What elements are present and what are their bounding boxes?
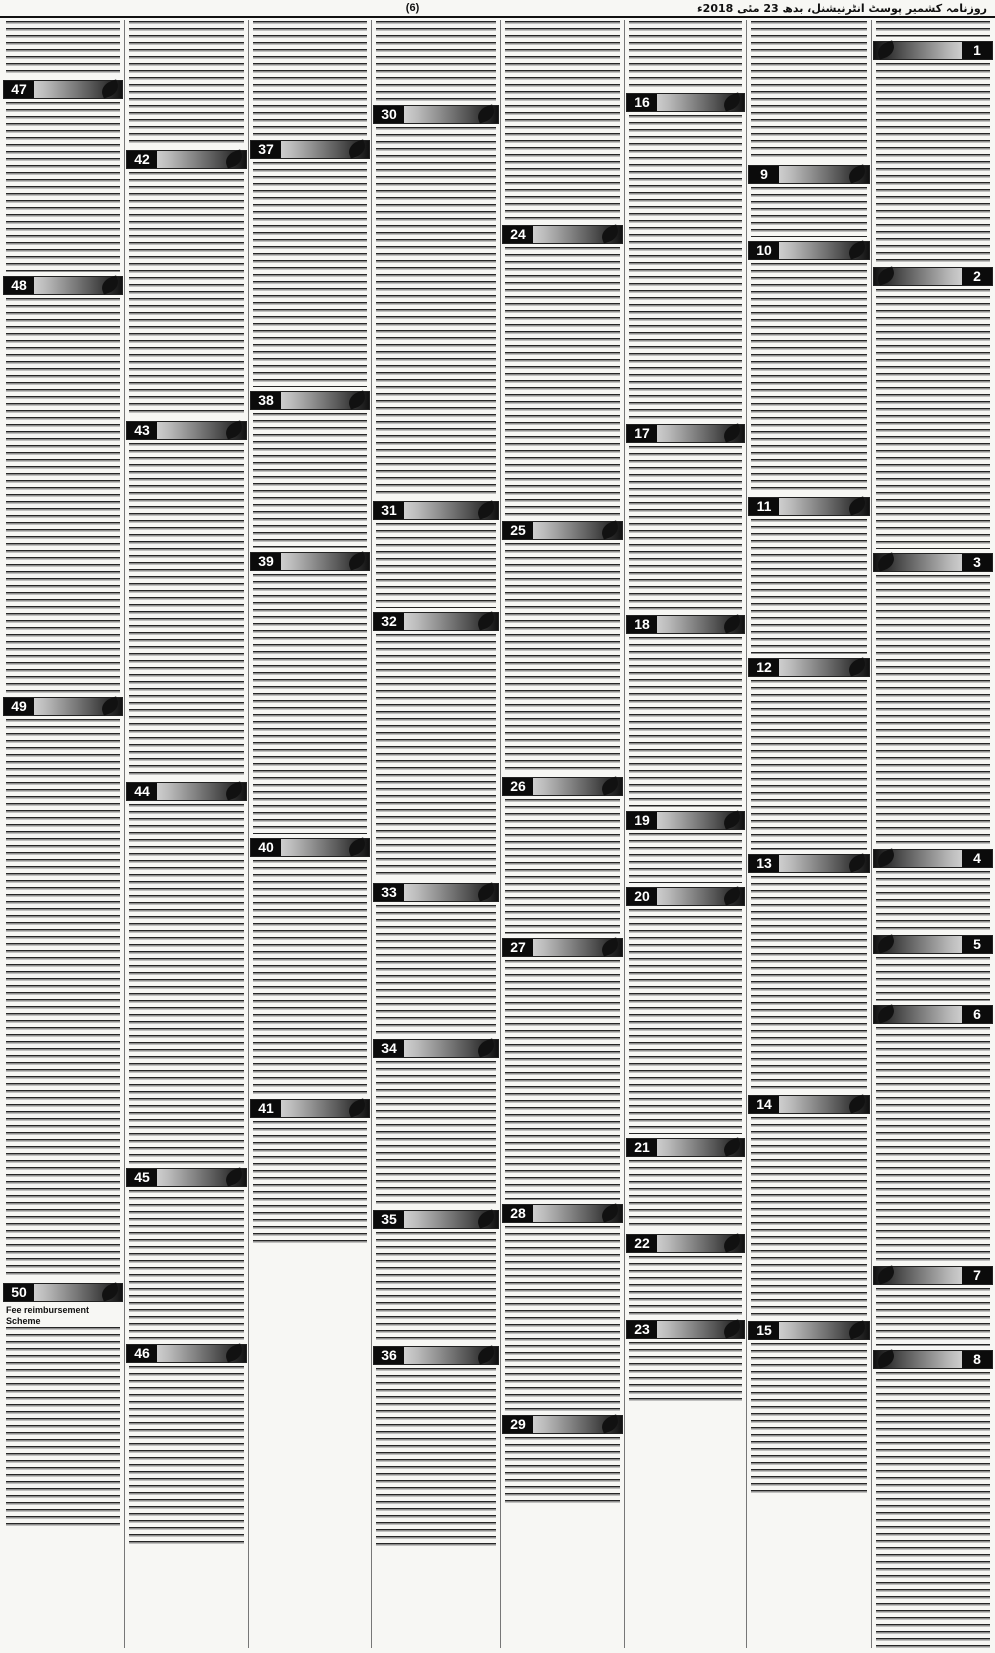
news-item-38 [250,391,370,548]
leaf-icon [223,420,245,439]
item-text-block [129,1190,244,1340]
item-number-badge [250,1099,370,1118]
column-divider [746,20,747,1648]
leaf-icon [99,275,121,294]
item-text-block [376,905,496,1035]
leaf-icon [475,611,497,630]
leaf-icon [846,1094,868,1113]
leaf-icon [875,1004,897,1023]
leaf-icon [846,657,868,676]
item-number: 46 [127,1345,157,1362]
item-text-block [376,1061,496,1206]
leaf-icon [875,1265,897,1284]
news-item-49 [3,697,123,1279]
item-text-block [751,187,867,237]
item-text-block [751,1343,867,1493]
news-item-43 [126,421,247,778]
news-item-30 [373,105,499,497]
item-text-block [629,1160,742,1230]
news-item-20 [626,887,745,1134]
item-number: 36 [374,1347,404,1364]
leaf-icon [346,551,368,570]
item-text-block [876,63,990,263]
leaf-icon [599,520,621,539]
column-2 [748,20,870,1648]
item-number: 1 [962,42,992,59]
item-number-badge [873,553,993,572]
item-number-badge [626,1234,745,1253]
item-number: 38 [251,392,281,409]
item-number: 27 [503,939,533,956]
news-item-continued [873,20,993,37]
leaf-icon [475,1345,497,1364]
item-number: 47 [4,81,34,98]
leaf-icon [846,496,868,515]
leaf-icon [721,1233,743,1252]
news-item-34 [373,1039,499,1206]
item-text-block [376,634,496,879]
news-item-24 [502,225,623,517]
item-number-badge [748,497,870,516]
leaf-icon [599,1414,621,1433]
leaf-icon [223,149,245,168]
item-text-block [6,20,120,76]
leaf-icon [875,40,897,59]
news-item-29 [502,1415,623,1507]
item-number: 23 [627,1321,657,1338]
item-number-badge [626,615,745,634]
item-text-block [129,172,244,417]
news-item-36 [373,1346,499,1548]
leaf-icon [721,1319,743,1338]
leaf-icon [846,853,868,872]
news-item-1 [873,41,993,263]
column-4 [502,20,623,1648]
column-6 [250,20,370,1648]
item-number-badge [126,1168,247,1187]
item-number: 37 [251,141,281,158]
news-item-11 [748,497,870,654]
item-text-block [253,20,367,136]
item-number-badge [373,612,499,631]
leaf-icon [346,139,368,158]
item-number: 30 [374,106,404,123]
item-number-badge [502,938,623,957]
item-text-block [505,20,620,221]
leaf-icon [475,882,497,901]
item-number-badge [3,697,123,716]
item-number-badge [873,935,993,954]
fee-reimbursement-note: Fee reimbursement Scheme [6,1305,120,1327]
news-item-7 [873,1266,993,1346]
news-item-continued [502,20,623,221]
item-number: 9 [749,166,779,183]
news-item-3 [873,553,993,845]
leaf-icon [721,92,743,111]
item-text-block [505,247,620,517]
news-item-5 [873,935,993,1001]
item-text-block [876,871,990,931]
leaf-icon [475,1038,497,1057]
item-number-badge [626,811,745,830]
news-item-continued [250,20,370,136]
news-item-42 [126,150,247,417]
item-number: 18 [627,616,657,633]
news-item-44 [126,782,247,1164]
item-text-block [876,957,990,1001]
item-number: 35 [374,1211,404,1228]
page-number: (6) [405,2,420,14]
leaf-icon [475,500,497,519]
item-number-badge [502,225,623,244]
leaf-icon [346,1098,368,1117]
leaf-icon [846,240,868,259]
leaf-icon [346,390,368,409]
item-text-block [629,1342,742,1402]
item-text-block [376,1232,496,1342]
item-number: 26 [503,778,533,795]
item-number-badge [126,421,247,440]
leaf-icon [223,781,245,800]
item-number: 45 [127,1169,157,1186]
item-number-badge [3,1283,123,1302]
news-item-10 [748,241,870,493]
news-item-13 [748,854,870,1091]
item-number: 33 [374,884,404,901]
item-number-badge [126,1344,247,1363]
item-number-badge [126,782,247,801]
leaf-icon [99,79,121,98]
column-divider [248,20,249,1648]
leaf-icon [599,224,621,243]
news-item-28 [502,1204,623,1411]
item-text-block [751,20,867,161]
news-item-26 [502,777,623,934]
item-number-badge [626,887,745,906]
news-item-continued [3,20,123,76]
item-text-block [129,1366,244,1546]
item-text-block [505,543,620,773]
leaf-icon [875,266,897,285]
item-number: 4 [962,850,992,867]
item-text-block [376,127,496,497]
news-item-35 [373,1210,499,1342]
item-number-badge [873,1266,993,1285]
item-text-block [876,575,990,845]
item-number-badge [502,777,623,796]
item-number: 20 [627,888,657,905]
item-number-badge [873,1350,993,1369]
item-number-badge [250,140,370,159]
news-item-33 [373,883,499,1035]
item-text-block [505,960,620,1200]
item-text-block [751,876,867,1091]
news-item-continued [126,20,247,146]
item-number-badge [626,424,745,443]
item-text-block [751,1117,867,1317]
leaf-icon [875,934,897,953]
item-number-badge [250,838,370,857]
column-7 [126,20,247,1648]
news-item-4 [873,849,993,931]
item-text-block [6,1327,120,1527]
news-item-31 [373,501,499,608]
item-text-block [629,446,742,611]
news-item-17 [626,424,745,611]
item-number-badge [373,1210,499,1229]
leaf-icon [721,810,743,829]
item-text-block [129,443,244,778]
news-item-45 [126,1168,247,1340]
item-text-block [876,1288,990,1346]
item-number: 13 [749,855,779,872]
item-number-badge [748,1095,870,1114]
item-number-badge [502,1415,623,1434]
item-number-badge [626,1320,745,1339]
item-text-block [629,833,742,883]
item-number: 6 [962,1006,992,1023]
item-number: 21 [627,1139,657,1156]
item-text-block [376,523,496,608]
item-number: 10 [749,242,779,259]
item-number: 22 [627,1235,657,1252]
leaf-icon [875,552,897,571]
item-number-badge [502,1204,623,1223]
item-number-badge [373,105,499,124]
item-text-block [751,263,867,493]
item-number-badge [373,883,499,902]
leaf-icon [99,1282,121,1301]
news-item-21 [626,1138,745,1230]
item-number: 41 [251,1100,281,1117]
item-text-block [876,289,990,549]
news-item-46 [126,1344,247,1546]
item-text-block [253,860,367,1095]
item-number: 11 [749,498,779,515]
item-number-badge [373,501,499,520]
leaf-icon [721,423,743,442]
news-item-12 [748,658,870,850]
item-number-badge [502,521,623,540]
item-number-badge [3,276,123,295]
column-divider [124,20,125,1648]
item-text-block [876,1372,990,1648]
item-number: 43 [127,422,157,439]
item-number: 5 [962,936,992,953]
news-item-14 [748,1095,870,1317]
item-text-block [505,1226,620,1411]
item-text-block [376,20,496,101]
column-divider [371,20,372,1648]
item-number: 48 [4,277,34,294]
item-number-badge [250,552,370,571]
column-5 [373,20,499,1648]
news-item-18 [626,615,745,807]
item-number-badge [626,93,745,112]
item-number-badge [748,854,870,873]
item-text-block [376,1368,496,1548]
item-number: 49 [4,698,34,715]
leaf-icon [599,776,621,795]
masthead-date: روزنامہ کشمیر پوسٹ انٹرنیشنل، بدھ 23 مئی 2018ء [697,1,987,15]
item-number-badge [748,165,870,184]
news-item-40 [250,838,370,1095]
column-3 [626,20,745,1648]
leaf-icon [223,1343,245,1362]
item-number: 28 [503,1205,533,1222]
item-text-block [253,1121,367,1246]
item-number: 12 [749,659,779,676]
column-divider [871,20,872,1648]
item-text-block [629,637,742,807]
news-item-23 [626,1320,745,1402]
leaf-icon [599,1203,621,1222]
item-number: 39 [251,553,281,570]
news-item-39 [250,552,370,834]
leaf-icon [875,848,897,867]
news-item-50 [3,1283,123,1527]
item-text-block [629,20,742,89]
leaf-icon [846,164,868,183]
item-number: 25 [503,522,533,539]
item-text-block [253,574,367,834]
item-number-badge [748,658,870,677]
item-number: 17 [627,425,657,442]
column-divider [624,20,625,1648]
news-item-47 [3,80,123,272]
leaf-icon [223,1167,245,1186]
column-8 [3,20,123,1648]
item-text-block [253,162,367,387]
news-item-9 [748,165,870,237]
item-text-block [6,719,120,1279]
item-number: 15 [749,1322,779,1339]
leaf-icon [721,1137,743,1156]
item-text-block [505,799,620,934]
item-text-block [129,20,244,146]
news-item-15 [748,1321,870,1493]
item-number: 44 [127,783,157,800]
leaf-icon [599,937,621,956]
item-text-block [629,909,742,1134]
news-item-48 [3,276,123,693]
item-text-block [6,102,120,272]
news-item-continued [373,20,499,101]
leaf-icon [721,886,743,905]
item-number: 8 [962,1351,992,1368]
column-divider [500,20,501,1648]
item-number: 3 [962,554,992,571]
news-item-25 [502,521,623,773]
item-number: 31 [374,502,404,519]
item-number: 50 [4,1284,34,1301]
item-text-block [253,413,367,548]
news-item-2 [873,267,993,549]
item-number: 29 [503,1416,533,1433]
item-number: 40 [251,839,281,856]
item-text-block [505,1437,620,1507]
leaf-icon [475,104,497,123]
item-number-badge [748,241,870,260]
item-number: 32 [374,613,404,630]
leaf-icon [846,1320,868,1339]
news-item-32 [373,612,499,879]
item-number: 24 [503,226,533,243]
item-text-block [6,298,120,693]
leaf-icon [346,837,368,856]
item-number: 16 [627,94,657,111]
news-item-16 [626,93,745,420]
item-number: 42 [127,151,157,168]
page-header [0,0,995,18]
leaf-icon [875,1349,897,1368]
item-text-block [751,680,867,850]
leaf-icon [99,696,121,715]
news-item-continued [626,20,745,89]
item-number-badge [373,1039,499,1058]
item-number-badge [626,1138,745,1157]
news-item-22 [626,1234,745,1316]
item-number-badge [873,1005,993,1024]
item-number: 14 [749,1096,779,1113]
leaf-icon [475,1209,497,1228]
item-number-badge [748,1321,870,1340]
item-text-block [629,1256,742,1316]
news-item-6 [873,1005,993,1262]
item-text-block [129,804,244,1164]
news-item-8 [873,1350,993,1648]
item-number-badge [3,80,123,99]
news-item-continued [748,20,870,161]
item-number-badge [873,41,993,60]
item-number-badge [250,391,370,410]
item-number: 2 [962,268,992,285]
item-number-badge [126,150,247,169]
item-number-badge [373,1346,499,1365]
item-text-block [876,1027,990,1262]
news-item-27 [502,938,623,1200]
item-text-block [751,519,867,654]
item-number: 34 [374,1040,404,1057]
item-number-badge [873,849,993,868]
item-text-block [876,20,990,37]
item-text-block [629,115,742,420]
news-item-41 [250,1099,370,1246]
column-1 [873,20,993,1648]
item-number: 19 [627,812,657,829]
item-number: 7 [962,1267,992,1284]
news-item-19 [626,811,745,883]
news-item-37 [250,140,370,387]
item-number-badge [873,267,993,286]
leaf-icon [721,614,743,633]
